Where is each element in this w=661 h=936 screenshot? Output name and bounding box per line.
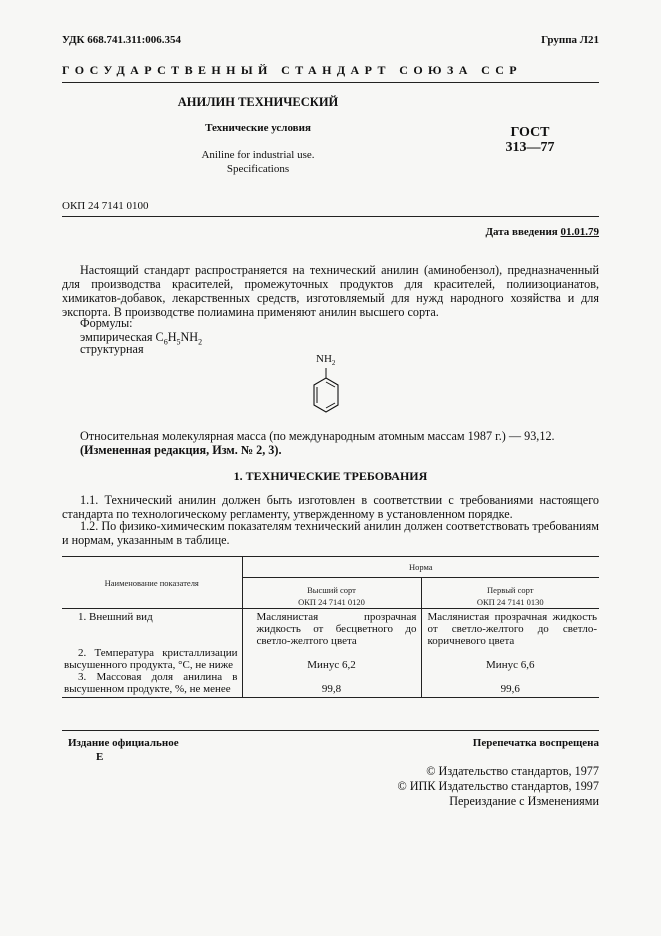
official-edition: Издание официальное: [68, 737, 179, 749]
row2-name: 2. Температура кристаллизации высушенного продукта, °С, не ниже: [62, 647, 242, 671]
empirical-prefix: эмпирическая C: [80, 330, 164, 344]
udk-code: УДК 668.741.311:006.354: [62, 34, 182, 46]
sub-c: 6: [163, 337, 168, 347]
intro-date-value: 01.01.79: [560, 226, 599, 238]
row1-grade1: Маслянистая прозрачная жидкость от бесцветного до светло-желтого цвета: [242, 609, 421, 648]
grade1-header: [242, 578, 421, 609]
edition-letter: Е: [96, 751, 104, 763]
scope-paragraph: Настоящий стандарт распространяется на технический анилин (аминобензол), предназначенный для производства красителей, промежуточных продуктов для красителей, полиизоцианатов, химикатов-добавок, лекарственных средств, изготовляемый для нужд народного хозяйства и для экспорта. В производстве полиамина применяют анилин высшего сорта.: [62, 263, 599, 319]
col-name-header: Наименование показателя: [62, 557, 242, 609]
gost-label: ГОСТ: [510, 125, 550, 140]
table-row: [62, 647, 599, 671]
struct-nh-sub: 2: [331, 359, 336, 368]
row3-grade2: 99,6: [500, 683, 520, 695]
grade2-label: Первый сорт: [487, 585, 534, 595]
okp-code: ОКП 24 7141 0100: [62, 200, 149, 212]
row2-grade1: Минус 6,2: [242, 647, 421, 671]
molar-mass: Относительная молекулярная масса (по международным атомным массам 1987 г.) — 93,12.: [80, 429, 555, 443]
spec-table: [62, 556, 599, 698]
english-title-line1: Aniline for industrial use.: [201, 149, 315, 161]
reissue-note: Переиздание с Изменениями: [449, 794, 599, 808]
row3-grade1: 99,8: [242, 671, 421, 698]
grade1-label: Высший сорт: [307, 585, 356, 595]
table-row: [62, 609, 599, 648]
formulas-label: Формулы:: [80, 316, 133, 330]
row3-name: 3. Массовая доля анилина в высушенном продукте, %, не менее: [62, 671, 242, 698]
copyright-1997: © ИПК Издательство стандартов, 1997: [397, 779, 599, 793]
group-code: Группа Л21: [541, 34, 599, 46]
document-subtitle: Технические условия: [205, 122, 311, 134]
english-title-line2: Specifications: [226, 163, 290, 175]
gost-number: 313—77: [505, 140, 555, 155]
clause-1-2: 1.2. По физико-химическим показателям технический анилин должен соответствовать требованиям и нормам, указанным в таблице.: [62, 519, 599, 547]
grade2-header: [421, 578, 599, 609]
english-title: [62, 148, 454, 176]
gost-number-block: [480, 125, 580, 155]
section-heading: 1. ТЕХНИЧЕСКИЕ ТРЕБОВАНИЯ: [233, 469, 428, 483]
grade2-okp: ОКП 24 7141 0130: [476, 597, 544, 607]
reprint-prohibited: Перепечатка воспрещена: [472, 737, 599, 749]
row2-grade2: Минус 6,6: [486, 659, 535, 671]
intro-date-label: Дата введения: [485, 226, 558, 238]
sub-nh: 2: [198, 337, 203, 347]
struct-nh: NH: [316, 353, 332, 365]
empirical-nh: NH: [180, 330, 199, 344]
state-standard-banner: ГОСУДАРСТВЕННЫЙ СТАНДАРТ СОЮЗА ССР: [62, 63, 523, 77]
edition-note: (Измененная редакция, Изм. № 2, 3).: [80, 443, 282, 457]
footer-rule: [62, 730, 599, 731]
header-rule: [62, 82, 599, 83]
clause-1-1: 1.1. Технический анилин должен быть изготовлен в соответствии с требованиями настоящего стандарта по технологическому регламенту, утвержденному в установленном порядке.: [62, 493, 599, 521]
copyright-1977: © Издательство стандартов, 1977: [426, 764, 599, 778]
grade1-okp: ОКП 24 7141 0120: [298, 597, 365, 607]
structural-label: структурная: [80, 342, 144, 356]
document-title: АНИЛИН ТЕХНИЧЕСКИЙ: [177, 95, 339, 109]
row1-name: 1. Внешний вид: [62, 609, 242, 648]
aniline-structure-icon: [305, 348, 345, 428]
sub-h: 5: [176, 337, 181, 347]
empirical-h: H: [167, 330, 177, 344]
col-norm-header: Норма: [242, 557, 599, 578]
row1-grade2: Маслянистая прозрачная жидкость от светло-желтого до светло-коричневого цвета: [427, 611, 597, 647]
intro-date: [485, 226, 599, 238]
okp-rule: [62, 216, 599, 217]
table-row: [62, 671, 599, 698]
